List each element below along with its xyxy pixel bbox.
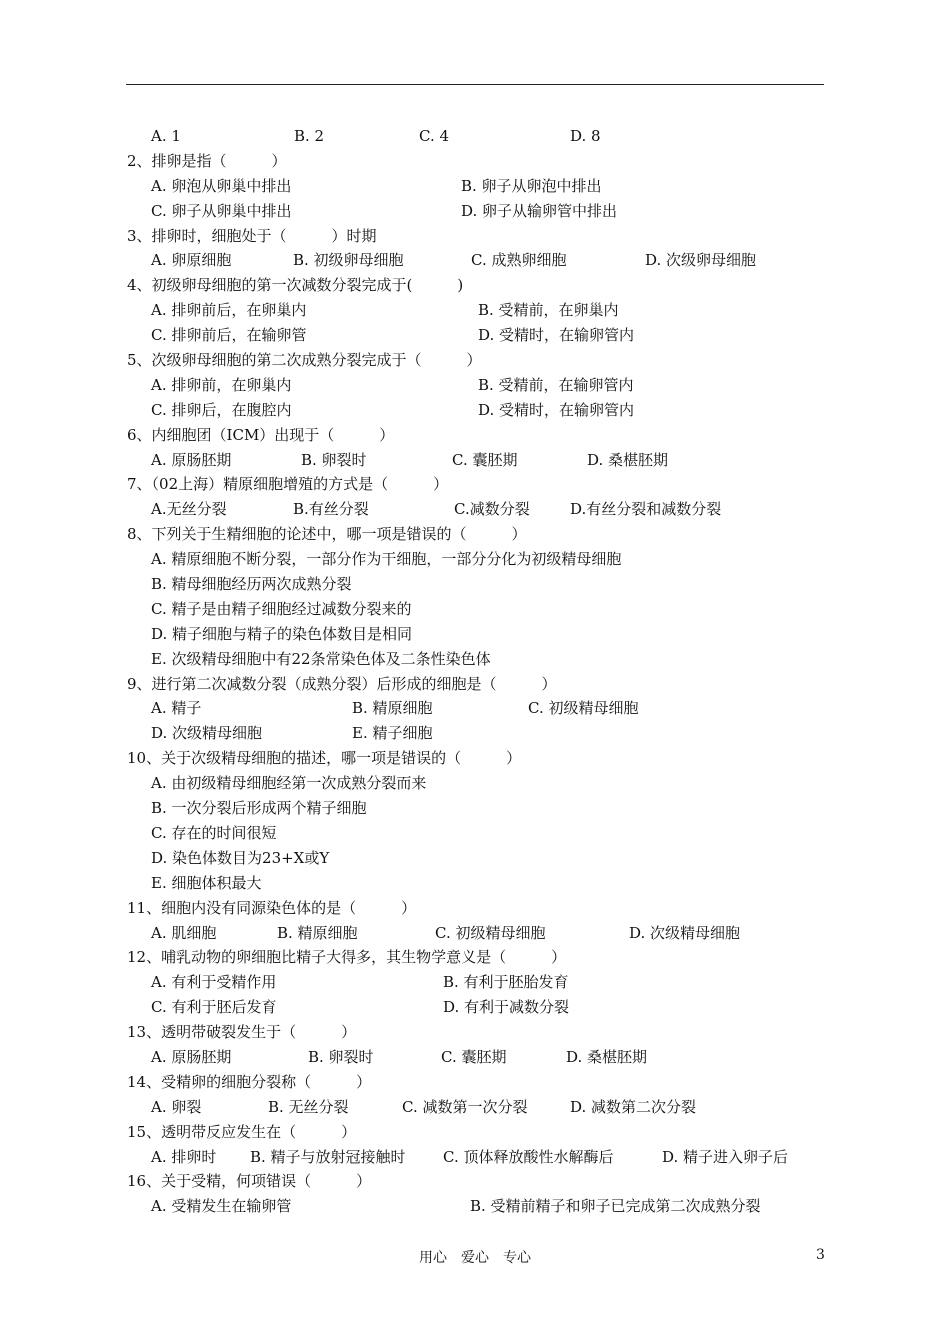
answer-option: A. 卵泡从卵巢中排出	[151, 176, 292, 195]
option-row	[127, 647, 827, 672]
answer-option: A. 排卵时	[151, 1147, 217, 1166]
answer-option: A. 排卵前后，在卵巢内	[151, 301, 307, 320]
answer-option: C. 存在的时间很短	[151, 823, 277, 842]
question-stem: 10、关于次级精母细胞的描述，哪一项是错误的（ ）	[127, 749, 522, 768]
question-stem: 13、透明带破裂发生于（ ）	[127, 1023, 357, 1042]
answer-option: C. 成熟卵细胞	[471, 251, 567, 270]
answer-option: B. 精原细胞	[352, 699, 433, 718]
question-stem: 6、内细胞团（ICM）出现于（ ）	[127, 425, 395, 444]
footer-motto: 用心 爱心 专心	[419, 1250, 531, 1266]
answer-option: C. 初级精母细胞	[435, 923, 546, 942]
option-row	[127, 373, 827, 398]
option-row	[127, 871, 827, 896]
answer-option: B. 精原细胞	[277, 923, 358, 942]
answer-option: A. 1	[151, 127, 181, 145]
answer-option: A. 有利于受精作用	[151, 973, 277, 992]
option-row	[127, 323, 827, 348]
question-list	[127, 124, 827, 1219]
answer-option: B. 初级卵母细胞	[293, 251, 404, 270]
answer-option: E. 细胞体积最大	[151, 873, 262, 892]
answer-option: E. 精子细胞	[352, 724, 433, 743]
option-row	[127, 970, 827, 995]
question-stem: 3、排卵时，细胞处于（ ）时期	[127, 226, 377, 245]
question-stem: 8、下列关于生精细胞的论述中，哪一项是错误的（ ）	[127, 525, 527, 544]
answer-option: C. 囊胚期	[452, 450, 518, 469]
question-stem: 16、关于受精，何项错误（ ）	[127, 1172, 372, 1191]
option-row	[127, 995, 827, 1020]
option-row	[127, 174, 827, 199]
answer-option: C. 排卵后，在腹腔内	[151, 400, 292, 419]
question-stem: 12、哺乳动物的卵细胞比精子大得多，其生物学意义是（ ）	[127, 948, 567, 967]
answer-option: B. 受精前，在输卵管内	[478, 375, 634, 394]
option-row	[127, 721, 827, 746]
answer-option: D. 桑椹胚期	[566, 1047, 648, 1066]
answer-option: D. 精子细胞与精子的染色体数目是相同	[151, 624, 413, 643]
option-row	[127, 796, 827, 821]
question-stem: 14、受精卵的细胞分裂称（ ）	[127, 1072, 372, 1091]
answer-option: C. 减数第一次分裂	[402, 1097, 528, 1116]
answer-option: B. 无丝分裂	[268, 1097, 349, 1116]
answer-option: D. 减数第二次分裂	[570, 1097, 697, 1116]
answer-option: C. 4	[419, 127, 450, 145]
option-row	[127, 622, 827, 647]
option-row	[127, 1045, 827, 1070]
answer-option: B. 精母细胞经历两次成熟分裂	[151, 575, 352, 594]
option-row	[127, 398, 827, 423]
answer-option: A.无丝分裂	[151, 500, 227, 519]
answer-option: A. 卵原细胞	[151, 251, 232, 270]
answer-option: D. 卵子从输卵管中排出	[461, 201, 618, 220]
option-row	[127, 248, 827, 273]
option-row	[127, 124, 827, 149]
answer-option: B. 卵子从卵泡中排出	[461, 176, 602, 195]
answer-option: A. 原肠胚期	[151, 1047, 232, 1066]
answer-option: B. 精子与放射冠接触时	[250, 1147, 406, 1166]
option-row	[127, 448, 827, 473]
answer-option: C. 顶体释放酸性水解酶后	[443, 1147, 614, 1166]
header-rule	[126, 84, 824, 85]
question-stem: 11、细胞内没有同源染色体的是（ ）	[127, 898, 417, 917]
question-stem: 15、透明带反应发生在（ ）	[127, 1122, 357, 1141]
answer-option: B. 卵裂时	[301, 450, 367, 469]
option-row	[127, 846, 827, 871]
answer-option: B. 2	[294, 127, 325, 145]
option-row	[127, 547, 827, 572]
option-row	[127, 497, 827, 522]
option-row	[127, 771, 827, 796]
answer-option: C. 精子是由精子细胞经过减数分裂来的	[151, 599, 412, 618]
answer-option: A. 排卵前，在卵巢内	[151, 375, 292, 394]
answer-option: B.有丝分裂	[293, 500, 369, 519]
question-stem: 2、排卵是指（ ）	[127, 151, 287, 170]
answer-option: D. 染色体数目为23+X或Y	[151, 848, 330, 867]
option-row	[127, 199, 827, 224]
option-row	[127, 821, 827, 846]
answer-option: A. 由初级精母细胞经第一次成熟分裂而来	[151, 774, 427, 793]
answer-option: A. 肌细胞	[151, 923, 217, 942]
answer-option: A. 受精发生在输卵管	[151, 1197, 292, 1216]
question-stem: 7、（02上海）精原细胞增殖的方式是（ ）	[127, 475, 449, 494]
answer-option: D. 次级精母细胞	[151, 724, 263, 743]
option-row	[127, 696, 827, 721]
option-row	[127, 1095, 827, 1120]
answer-option: D. 受精时，在输卵管内	[478, 326, 635, 345]
option-row	[127, 1194, 827, 1219]
answer-option: C. 有利于胚后发育	[151, 998, 277, 1017]
option-row	[127, 298, 827, 323]
option-row	[127, 597, 827, 622]
option-row	[127, 1145, 827, 1170]
page-footer	[0, 1247, 950, 1267]
answer-option: A. 精原细胞不断分裂，一部分作为干细胞，一部分分化为初级精母细胞	[151, 550, 622, 569]
answer-option: B. 有利于胚胎发育	[443, 973, 569, 992]
answer-option: C.减数分裂	[454, 500, 530, 519]
answer-option: D. 精子进入卵子后	[662, 1147, 789, 1166]
question-stem: 9、进行第二次减数分裂（成熟分裂）后形成的细胞是（ ）	[127, 674, 557, 693]
answer-option: B. 卵裂时	[308, 1047, 374, 1066]
answer-option: D. 次级精母细胞	[629, 923, 741, 942]
answer-option: D. 有利于减数分裂	[443, 998, 570, 1017]
answer-option: D. 次级卵母细胞	[645, 251, 757, 270]
answer-option: B. 一次分裂后形成两个精子细胞	[151, 799, 367, 818]
answer-option: B. 受精前精子和卵子已完成第二次成熟分裂	[470, 1197, 761, 1216]
option-row	[127, 921, 827, 946]
answer-option: C. 囊胚期	[441, 1047, 507, 1066]
answer-option: D. 8	[570, 127, 601, 145]
answer-option: C. 初级精母细胞	[528, 699, 639, 718]
answer-option: C. 卵子从卵巢中排出	[151, 201, 292, 220]
answer-option: D.有丝分裂和减数分裂	[570, 500, 722, 519]
answer-option: C. 排卵前后，在输卵管	[151, 326, 307, 345]
page-number: 3	[816, 1247, 825, 1263]
option-row	[127, 572, 827, 597]
answer-option: A. 卵裂	[151, 1097, 202, 1116]
answer-option: A. 原肠胚期	[151, 450, 232, 469]
answer-option: A. 精子	[151, 699, 202, 718]
answer-option: B. 受精前，在卵巢内	[478, 301, 619, 320]
question-stem: 5、次级卵母细胞的第二次成熟分裂完成于（ ）	[127, 351, 482, 370]
answer-option: E. 次级精母细胞中有22条常染色体及二条性染色体	[151, 649, 491, 668]
question-stem: 4、初级卵母细胞的第一次减数分裂完成于( )	[127, 276, 464, 295]
answer-option: D. 桑椹胚期	[587, 450, 669, 469]
answer-option: D. 受精时，在输卵管内	[478, 400, 635, 419]
